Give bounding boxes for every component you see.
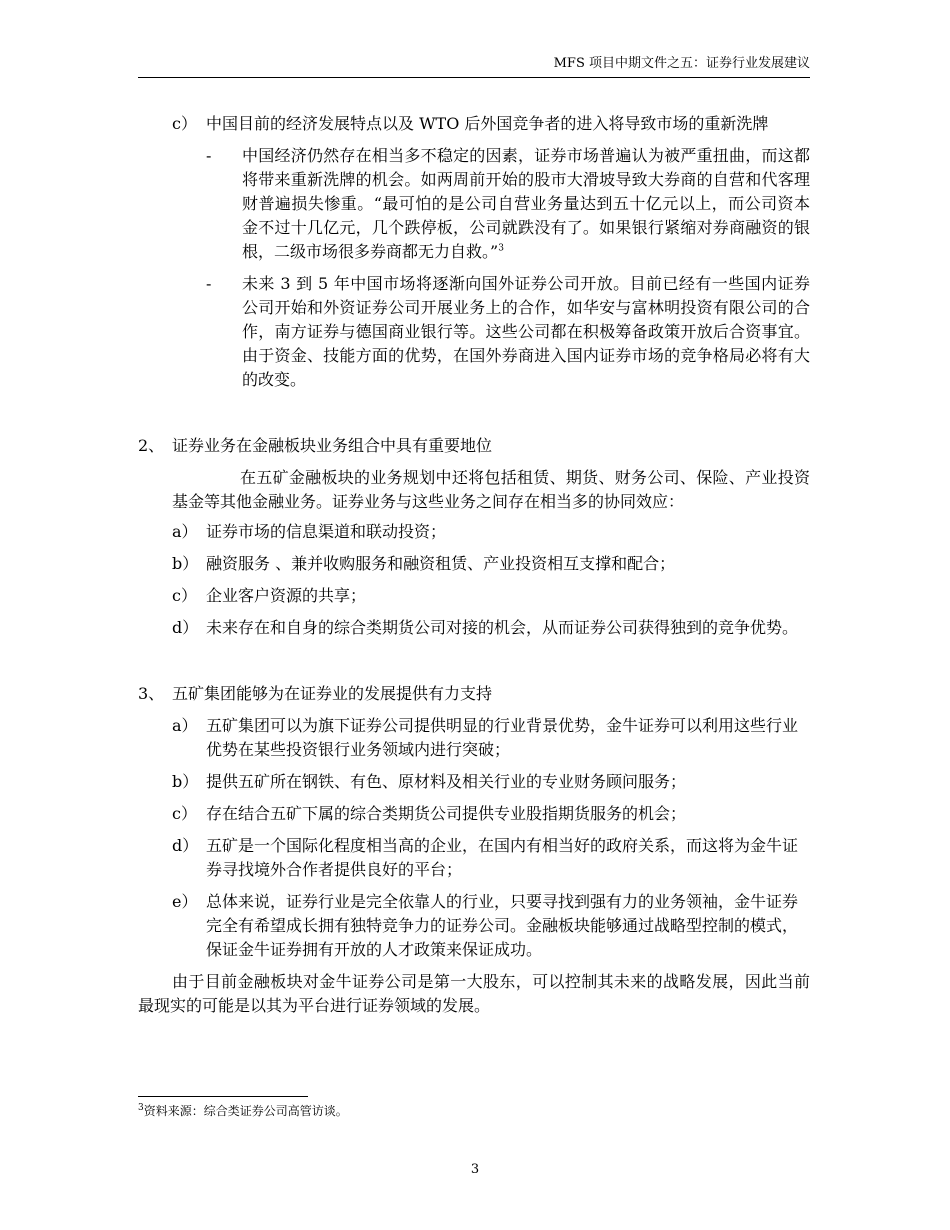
page-header: MFS 项目中期文件之五：证券行业发展建议 <box>138 52 810 78</box>
list-text: 证券市场的信息渠道和联动投资； <box>206 522 447 541</box>
list-item-c <box>138 112 810 136</box>
list-label: a） <box>172 716 198 735</box>
list-label: c） <box>172 586 197 605</box>
page-number: 3 <box>470 1162 480 1177</box>
dash-label: - <box>206 146 212 165</box>
list-item <box>138 890 810 962</box>
list-label: d） <box>172 618 199 637</box>
footnote-number: 3 <box>138 1103 144 1113</box>
footnote-text: 资料来源：综合类证券公司高管访谈。 <box>143 1104 348 1118</box>
list-label: d） <box>172 836 199 855</box>
list-item <box>138 520 810 544</box>
footnote-ref: 3 <box>498 243 504 254</box>
list-item <box>138 770 810 794</box>
section-title: 五矿集团能够为在证券业的发展提供有力支持 <box>172 684 493 703</box>
list-text: 提供五矿所在钢铁、有色、原材料及相关行业的专业财务顾问服务； <box>206 772 687 791</box>
list-label: e） <box>172 892 198 911</box>
dash-item <box>138 272 810 392</box>
section-intro: 在五矿金融板块的业务规划中还将包括租赁、期货、财务公司、保险、产业投资基金等其他金融业务。证券业务与这些业务之间存在相当多的协同效应： <box>172 468 810 511</box>
section-heading-3 <box>138 682 810 706</box>
list-text: 融资服务 、兼并收购服务和融资租赁、产业投资相互支撑和配合； <box>206 554 676 573</box>
list-label: c） <box>172 114 197 133</box>
list-label: b） <box>172 554 199 573</box>
section-heading-2 <box>138 434 810 458</box>
section-number: 3、 <box>138 684 165 703</box>
page-content <box>138 108 810 1018</box>
dash-label: - <box>206 274 212 293</box>
list-item <box>138 616 810 640</box>
list-text: 企业客户资源的共享； <box>206 586 367 605</box>
list-item <box>138 584 810 608</box>
list-label: c） <box>172 804 197 823</box>
list-text: 未来存在和自身的综合类期货公司对接的机会，从而证券公司获得独到的竞争优势。 <box>206 618 799 637</box>
list-text: 中国目前的经济发展特点以及 WTO 后外国竞争者的进入将导致市场的重新洗牌 <box>206 114 769 133</box>
dash-text: 未来 3 到 5 年中国市场将逐渐向国外证券公司开放。目前已经有一些国内证券公司开始和外资证券公司开展业务上的合作，如华安与富林明投资有限公司的合作，南方证券与德国商业银行等。这些公司都在积极筹备政策开放后合资事宜。由于资金、技能方面的优势，在国外券商进入国内证券市场的竞争格局必将有大的改变。 <box>242 274 810 389</box>
list-text: 五矿集团可以为旗下证券公司提供明显的行业背景优势，金牛证券可以利用这些行业优势在某些投资银行业务领域内进行突破； <box>206 716 799 759</box>
dash-item <box>138 144 810 264</box>
footnote-divider <box>138 1096 308 1097</box>
list-text: 总体来说，证券行业是完全依靠人的行业，只要寻找到强有力的业务领袖，金牛证券完全有希望成长拥有独特竞争力的证券公司。金融板块能够通过战略型控制的模式，保证金牛证券拥有开放的人才政策来保证成功。 <box>206 892 799 959</box>
list-item <box>138 552 810 576</box>
list-label: b） <box>172 772 199 791</box>
footnote <box>138 1102 348 1119</box>
section-number: 2、 <box>138 436 165 455</box>
conclusion-paragraph: 由于目前金融板块对金牛证券公司是第一大股东，可以控制其未来的战略发展，因此当前最现实的可能是以其为平台进行证券领域的发展。 <box>138 972 810 1015</box>
list-item <box>138 714 810 762</box>
list-text: 存在结合五矿下属的综合类期货公司提供专业股指期货服务的机会； <box>206 804 687 823</box>
list-label: a） <box>172 522 198 541</box>
dash-text: 中国经济仍然存在相当多不稳定的因素，证券市场普遍认为被严重扭曲，而这都将带来重新洗牌的机会。如两周前开始的股市大滑坡导致大券商的自营和代客理财普遍损失惨重。“最可怕的是公司自营业务量达到五十亿元以上，而公司资本金不过十几亿元，几个跌停板，公司就跌没有了。如果银行紧缩对券商融资的银根，二级市场很多券商都无力自救。” <box>242 146 810 261</box>
list-item <box>138 834 810 882</box>
list-text: 五矿是一个国际化程度相当高的企业，在国内有相当好的政府关系，而这将为金牛证券寻找境外合作者提供良好的平台； <box>206 836 799 879</box>
section-title: 证券业务在金融板块业务组合中具有重要地位 <box>172 436 493 455</box>
list-item <box>138 802 810 826</box>
